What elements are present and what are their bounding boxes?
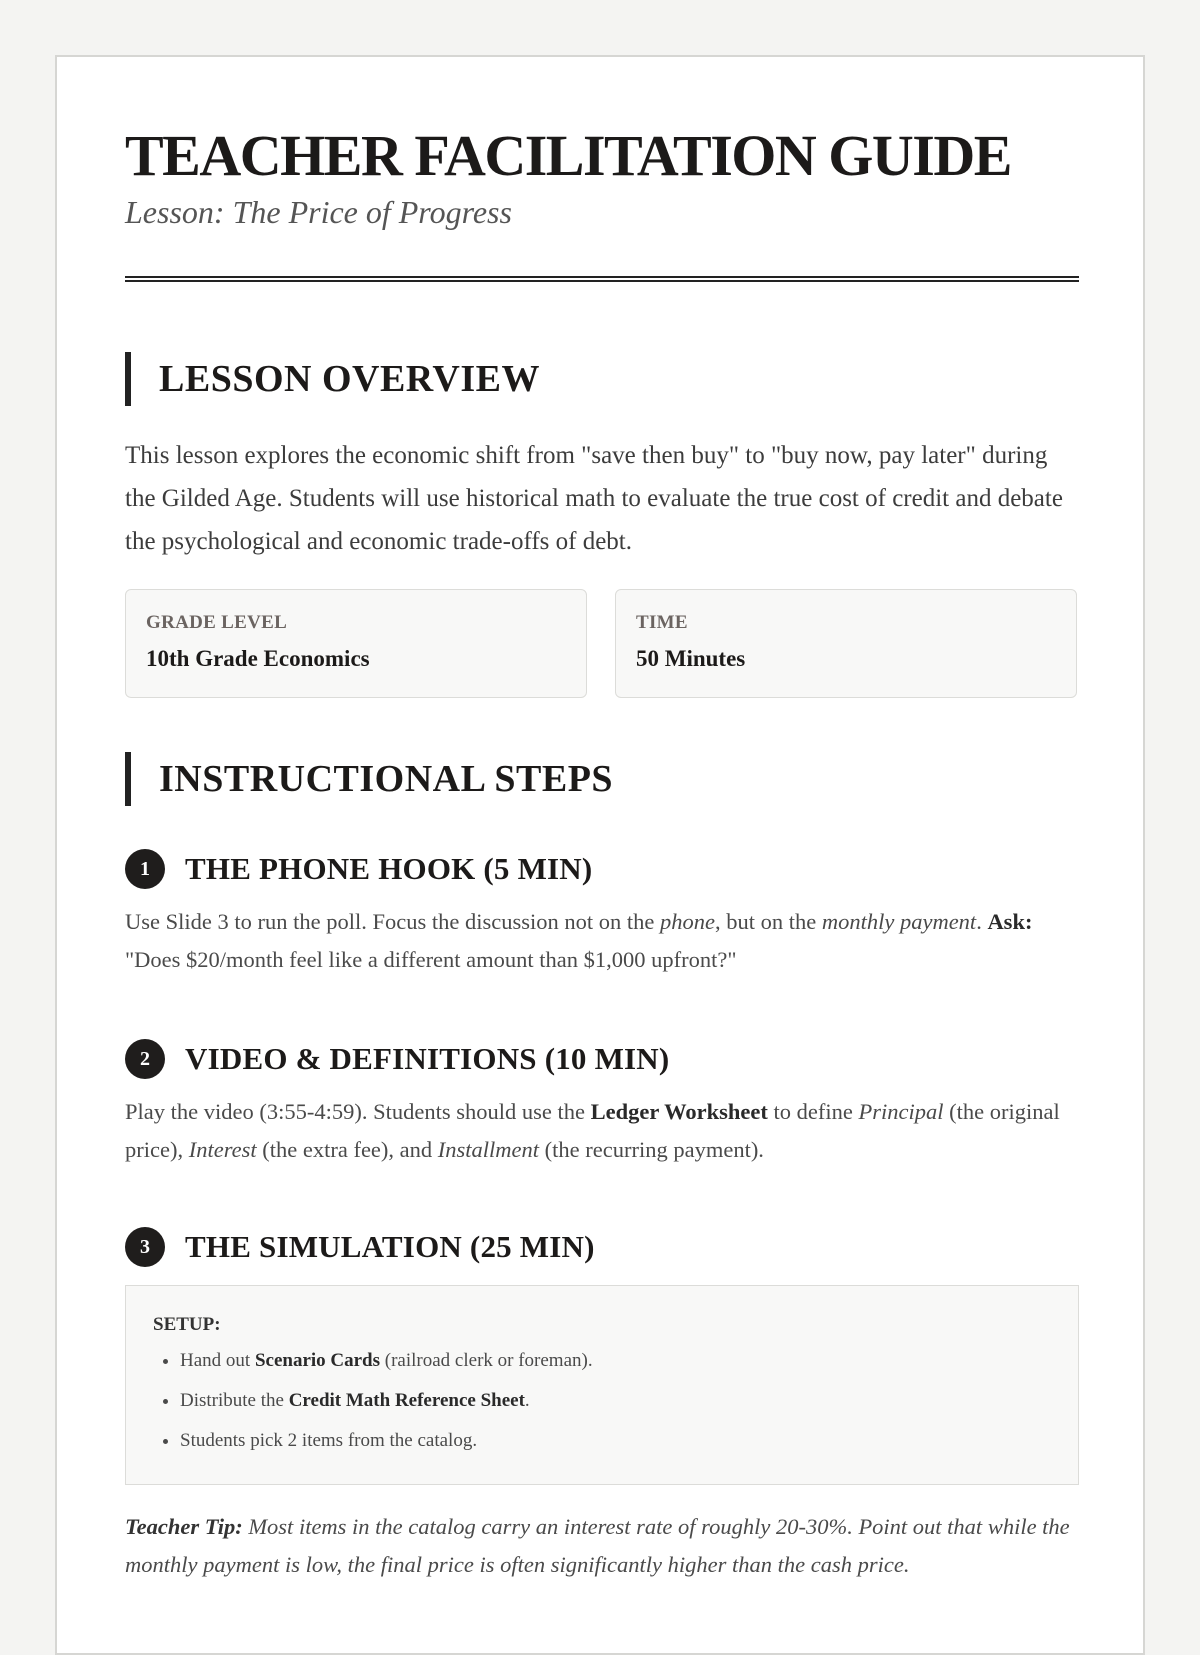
step-2-number-badge: 2: [125, 1039, 165, 1079]
step-1-emphasis-phone: phone: [659, 909, 715, 934]
list-item: [180, 1430, 1051, 1452]
list-item-text: .: [524, 1390, 530, 1411]
step-2-text-part: Play the video (3:55-4:59). Students should use the: [125, 1099, 591, 1124]
step-1-text-part: .: [976, 909, 988, 934]
step-2-text-part: (the extra fee), and: [256, 1137, 438, 1162]
step-2-term-interest: Interest: [188, 1137, 257, 1162]
time-card: [615, 589, 1077, 698]
step-2-title: VIDEO & DEFINITIONS (10 MIN): [185, 1041, 670, 1076]
time-value: 50 Minutes: [636, 646, 746, 671]
step-1-title: THE PHONE HOOK (5 MIN): [185, 851, 593, 886]
grade-level-label: GRADE LEVEL: [146, 612, 288, 633]
overview-paragraph: This lesson explores the economic shift from "save then buy" to "buy now, pay later" during the Gilded Age. Students will use historical math to evaluate the true cost of credit and debate the psychological and economic trade-offs of debt.: [125, 442, 1063, 555]
step-2-term-principal: Principal: [858, 1099, 944, 1124]
grade-level-value: 10th Grade Economics: [146, 646, 370, 671]
step-1-number-badge: 1: [125, 849, 165, 889]
grade-level-card: [125, 589, 587, 698]
header-divider: [125, 276, 1079, 282]
scenario-cards-label: Scenario Cards: [254, 1350, 381, 1371]
setup-label: SETUP:: [153, 1314, 221, 1335]
section-heading-steps: INSTRUCTIONAL STEPS: [125, 752, 613, 806]
step-2-ledger-worksheet: Ledger Worksheet: [590, 1099, 768, 1124]
step-2-text-part: to define: [767, 1099, 859, 1124]
step-3-number-badge: 3: [125, 1227, 165, 1267]
step-3-header: [125, 1227, 595, 1267]
teacher-tip-label: Teacher Tip:: [125, 1514, 243, 1539]
step-3-title: THE SIMULATION (25 MIN): [185, 1229, 595, 1264]
section-heading-overview: LESSON OVERVIEW: [125, 352, 540, 406]
step-2-text-part: (the original price),: [125, 1099, 1060, 1162]
reference-sheet-label: Credit Math Reference Sheet: [288, 1390, 525, 1411]
teacher-tip: [125, 1508, 1079, 1584]
time-label: TIME: [636, 612, 688, 633]
list-item-text: Students pick 2 items from the catalog.: [180, 1430, 478, 1451]
teacher-tip-text: Most items in the catalog carry an interest rate of roughly 20-30%. Point out that while the monthly payment is low, the final price is often significantly higher than the cash price.: [125, 1514, 1070, 1577]
list-item-text: Distribute the: [180, 1390, 289, 1411]
simulation-setup-box: [125, 1285, 1079, 1485]
step-1-text: [125, 903, 1079, 979]
step-2-header: [125, 1039, 669, 1079]
setup-list: [153, 1350, 1051, 1452]
step-1-ask-label: Ask:: [987, 909, 1033, 934]
list-item-text: (railroad clerk or foreman).: [380, 1350, 593, 1371]
step-1-text-part: Use Slide 3 to run the poll. Focus the discussion not on the: [125, 909, 660, 934]
step-2-text: [125, 1093, 1079, 1169]
step-1-header: [125, 849, 592, 889]
step-1-text-part: , but on the: [714, 909, 822, 934]
step-1-emphasis-monthly-payment: monthly payment: [821, 909, 977, 934]
list-item-text: Hand out: [180, 1350, 255, 1371]
document-page: [55, 55, 1145, 1655]
lesson-subtitle: Lesson: The Price of Progress: [125, 194, 512, 230]
list-item: [180, 1350, 1051, 1372]
step-1-question: "Does $20/month feel like a different amount than $1,000 upfront?": [125, 947, 737, 972]
step-2-text-part: (the recurring payment).: [539, 1137, 764, 1162]
step-2-term-installment: Installment: [437, 1137, 540, 1162]
list-item: [180, 1390, 1051, 1412]
document-title: TEACHER FACILITATION GUIDE: [125, 123, 1011, 188]
